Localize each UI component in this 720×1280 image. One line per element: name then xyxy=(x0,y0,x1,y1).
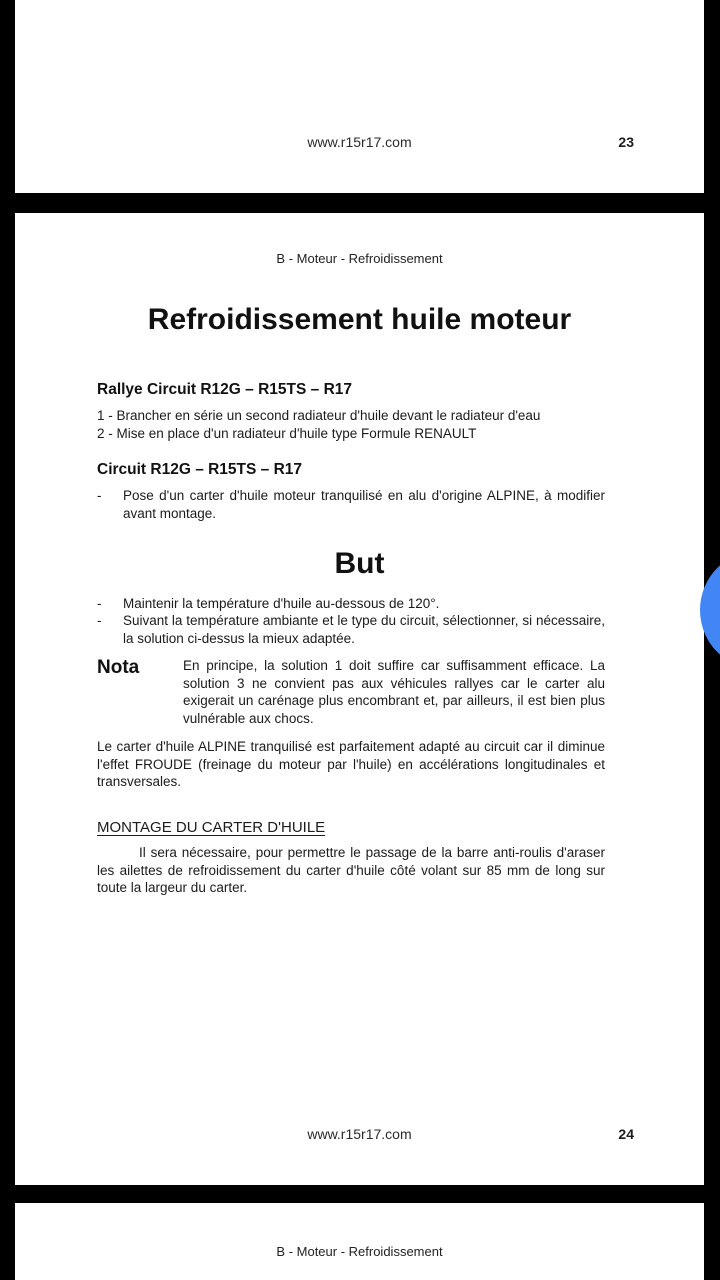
page-number: 23 xyxy=(618,134,634,150)
bullet-text: Suivant la température ambiante et le type du circuit, sélectionner, si nécessaire, la solution ci-dessus la mieux adaptée. xyxy=(123,613,605,646)
nota-label: Nota xyxy=(97,657,140,678)
rallye-item-1: 1 - Brancher en série un second radiateur d'huile devant le radiateur d'eau xyxy=(97,408,541,423)
page-25-fragment[interactable] xyxy=(15,1203,704,1280)
page-number: 24 xyxy=(618,1126,634,1142)
page-gap xyxy=(0,193,720,213)
running-header: B - Moteur - Refroidissement xyxy=(276,1244,443,1259)
section-heading-circuit: Circuit R12G – R15TS – R17 xyxy=(97,461,303,478)
paragraph-froude: Le carter d'huile ALPINE tranquilisé est parfaitement adapté au circuit car il diminue l'effet FROUDE (freinage du moteur par l'huile) en accélérations longitudinales et transversales. xyxy=(97,739,605,789)
page-23-fragment[interactable] xyxy=(15,0,704,193)
but-bullet-1 xyxy=(97,595,605,613)
montage-heading: MONTAGE DU CARTER D'HUILE xyxy=(97,819,326,836)
bullet-dash: - xyxy=(97,488,102,503)
page-footer-url: www.r15r17.com xyxy=(307,1126,412,1142)
rallye-item-2: 2 - Mise en place d'un radiateur d'huile type Formule RENAULT xyxy=(97,426,477,441)
section-heading-rallye: Rallye Circuit R12G – R15TS – R17 xyxy=(97,381,353,398)
page-footer-url: www.r15r17.com xyxy=(307,134,412,150)
nota-block xyxy=(97,657,605,727)
page-gap xyxy=(0,1185,720,1203)
bullet-dash: - xyxy=(97,596,102,611)
nota-text: En principe, la solution 1 doit suffire car suffisamment efficace. La solution 3 ne convient pas aux véhicules rallyes car le carter alu exigerait un carénage plus encombrant et, par ailleurs, il est bien plus vulnérable aux chocs. xyxy=(183,658,605,726)
bullet-dash: - xyxy=(97,613,102,628)
bullet-text: Maintenir la température d'huile au-dessous de 120°. xyxy=(123,596,440,611)
page-24[interactable] xyxy=(15,213,704,1185)
document-title: Refroidissement huile moteur xyxy=(147,303,572,336)
running-header: B - Moteur - Refroidissement xyxy=(276,251,443,266)
section-heading-but: But xyxy=(334,547,385,580)
paragraph-montage: Il sera nécessaire, pour permettre le passage de la barre anti-roulis d'araser les ailettes de refroidissement du carter d'huile côté volant sur 85 mm de long sur toute la largeur du carter. xyxy=(97,845,605,895)
circuit-bullet xyxy=(97,487,605,522)
but-bullet-2 xyxy=(97,612,605,647)
bullet-text: Pose d'un carter d'huile moteur tranquilisé en alu d'origine ALPINE, à modifier avant montage. xyxy=(123,488,605,521)
